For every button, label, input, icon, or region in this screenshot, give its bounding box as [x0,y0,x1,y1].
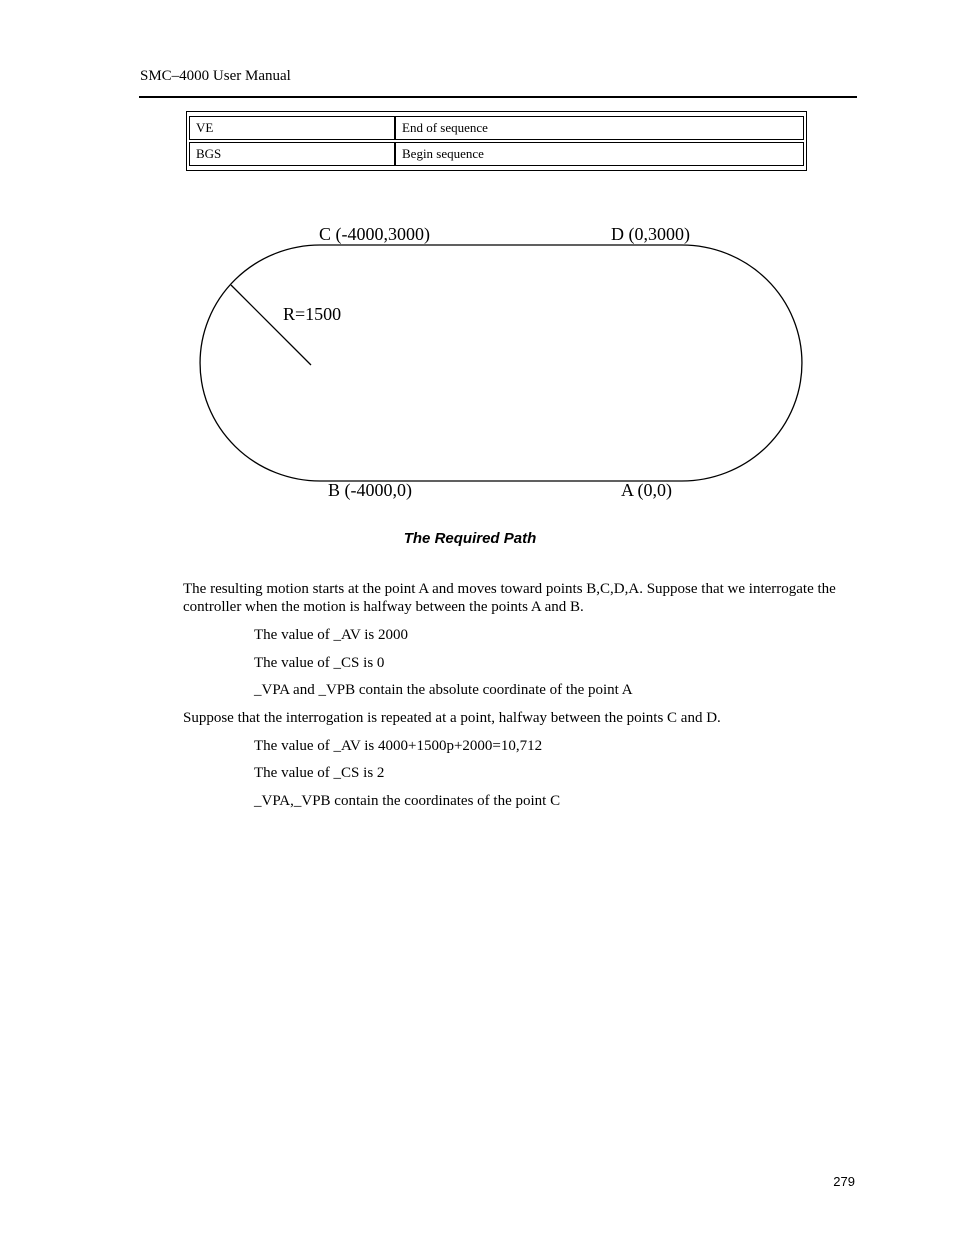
running-header: SMC–4000 User Manual [140,68,291,84]
label-point-b: B (-4000,0) [328,480,412,500]
body-item: _VPA and _VPB contain the absolute coordinate of the point A [254,682,633,698]
racetrack-path [200,245,802,481]
figure-caption: The Required Path [403,530,537,547]
command-cell: BGS [189,142,395,166]
body-item: The value of _CS is 2 [254,765,385,781]
radius-line [231,285,311,365]
body-item: The value of _AV is 4000+1500p+2000=10,712 [254,738,543,754]
body-item: The value of _AV is 2000 [254,627,409,643]
body-item: _VPA,_VPB contain the coordinates of the point C [254,793,561,809]
body-item: The value of _CS is 0 [254,655,385,671]
page-number: 279 [833,1174,855,1189]
description-cell: Begin sequence [395,142,804,166]
label-point-a: A (0,0) [621,480,672,500]
body-paragraph: The resulting motion starts at the point A and moves toward points B,C,D,A. Suppose that we interrogate the controller when the motion is halfway between the points A and B. [183,581,836,615]
label-point-d: D (0,3000) [611,224,690,244]
label-radius: R=1500 [283,304,342,324]
body-paragraph: Suppose that the interrogation is repeated at a point, halfway between the points C and D. [183,710,721,726]
label-point-c: C (-4000,3000) [319,224,430,244]
path-diagram [0,0,954,520]
description-cell: End of sequence [395,116,804,140]
command-cell: VE [189,116,395,140]
